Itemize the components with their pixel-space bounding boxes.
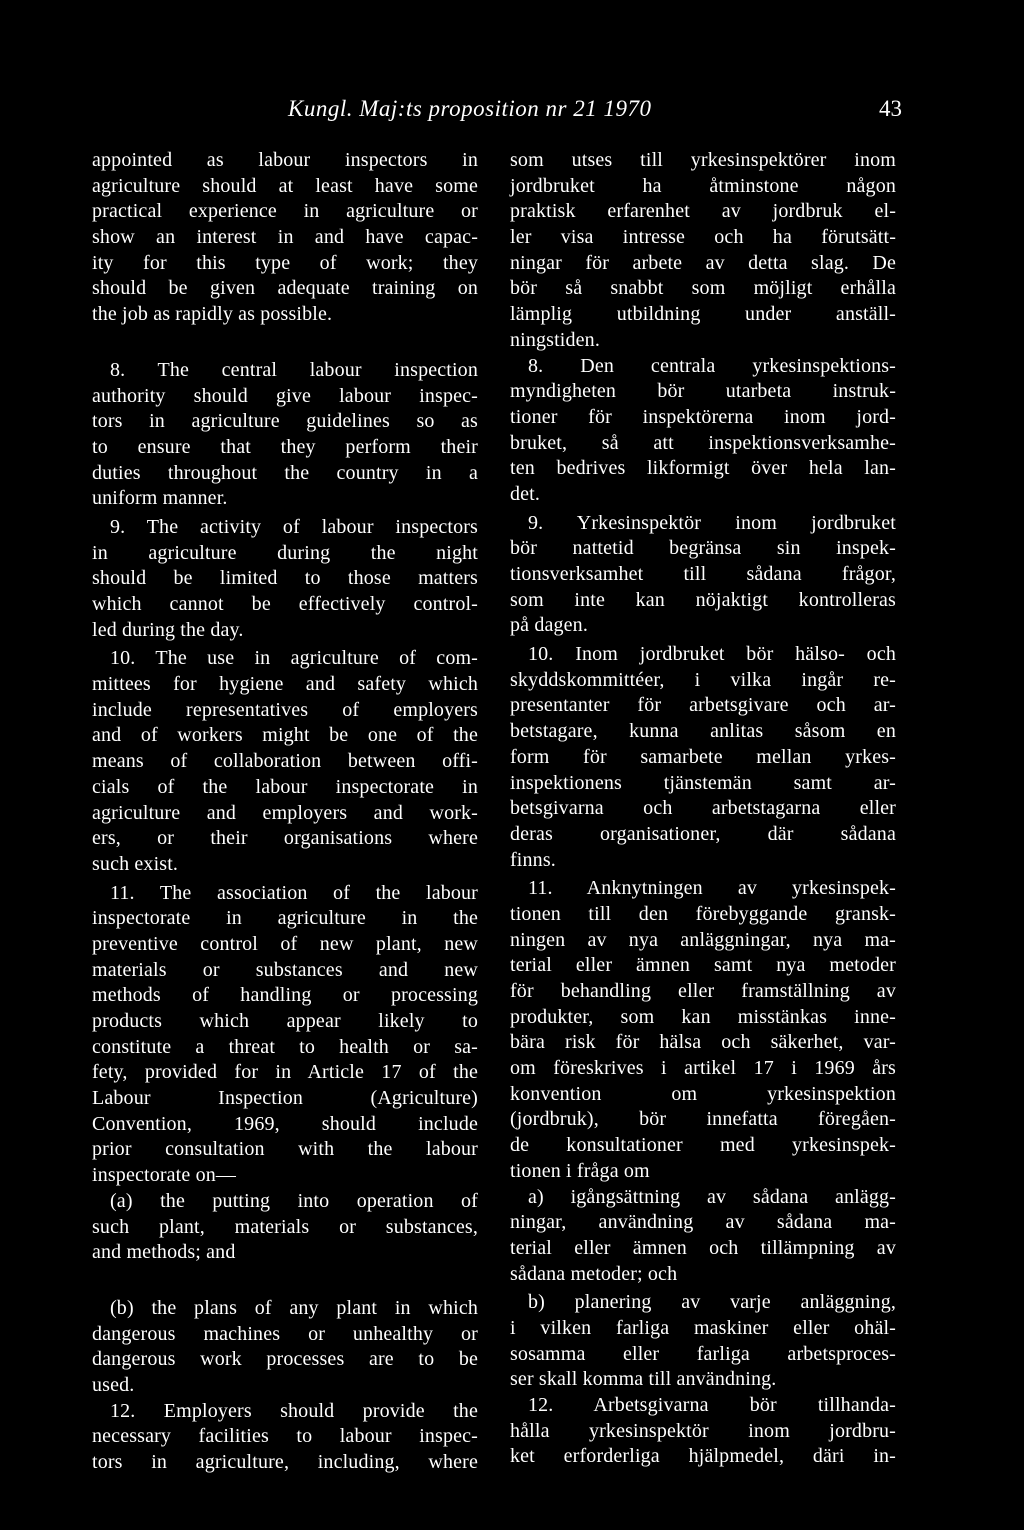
- text-line: 12. Employers should provide the: [110, 1399, 478, 1422]
- text-line: praktisk erfarenhet av jordbruk el-: [510, 200, 896, 223]
- text-line: de konsultationer med yrkesinspek-: [510, 1134, 896, 1157]
- text-line: tionen i fråga om: [510, 1159, 650, 1182]
- text-line: betsgivarna och arbetstagarna eller: [510, 797, 896, 820]
- text-line: (jordbruk), bör innefatta föregåen-: [510, 1108, 896, 1131]
- text-line: duties throughout the country in a: [92, 461, 478, 484]
- text-line: ningstiden.: [510, 328, 600, 351]
- page-number: 43: [879, 96, 902, 121]
- text-line: appointed as labour inspectors in: [92, 149, 478, 171]
- text-line: used.: [92, 1373, 135, 1396]
- text-line: 8. The central labour inspection: [110, 358, 478, 381]
- text-line: Labour Inspection (Agriculture): [92, 1087, 478, 1110]
- text-line: 10. Inom jordbruket bör hälso- och: [528, 643, 896, 666]
- text-line: should be given adequate training on: [92, 277, 478, 300]
- text-line: dangerous machines or unhealthy or: [92, 1322, 478, 1345]
- text-line: om föreskrives i artikel 17 i 1969 års: [510, 1057, 896, 1080]
- text-line: 10. The use in agriculture of com-: [110, 647, 478, 670]
- text-line: show an interest in and have capac-: [92, 226, 478, 249]
- english-text-column: [92, 148, 478, 1476]
- text-line: which cannot be effectively control-: [92, 593, 478, 615]
- text-line: b) planering av varje anläggning,: [528, 1291, 896, 1314]
- text-line: preventive control of new plant, new: [92, 932, 478, 955]
- text-line: led during the day.: [92, 618, 244, 641]
- text-line: sosamma eller farliga arbetsproces-: [510, 1342, 896, 1365]
- text-line: för behandling eller framställning av: [510, 980, 896, 1002]
- text-line: such plant, materials or substances,: [92, 1215, 478, 1238]
- text-line: bära risk för hälsa och säkerhet, var-: [510, 1031, 896, 1054]
- text-line: inspectorate in agriculture in the: [92, 907, 478, 930]
- swedish-text-column: [510, 148, 896, 1470]
- text-line: tors in agriculture, including, where: [92, 1451, 478, 1473]
- text-line: bruket, så att inspektionsverksamhe-: [510, 431, 896, 454]
- publication-title: Kungl. Maj:ts proposition nr 21 1970: [288, 96, 652, 121]
- text-line: bör nattetid begränsa sin inspek-: [510, 537, 896, 560]
- text-line: prior consultation with the labour: [92, 1138, 478, 1161]
- text-line: materials or substances and new: [92, 958, 478, 981]
- text-line: practical experience in agriculture or: [92, 200, 478, 223]
- text-line: inspektionens tjänstemän samt ar-: [510, 771, 896, 794]
- text-line: (a) the putting into operation of: [110, 1189, 478, 1212]
- text-line: and of workers might be one of the: [92, 724, 478, 747]
- text-line: authority should give labour inspec-: [92, 384, 478, 407]
- text-line: terial eller ämnen och tillämpning av: [510, 1236, 896, 1259]
- text-line: include representatives of employers: [92, 698, 478, 721]
- text-line: presentanter för arbetsgivare och ar-: [510, 694, 896, 717]
- text-line: skyddskommittéer, i vilka ingår re-: [510, 668, 896, 691]
- text-line: på dagen.: [510, 614, 588, 637]
- text-line: Convention, 1969, should include: [92, 1112, 478, 1135]
- text-line: cials of the labour inspectorate in: [92, 775, 478, 798]
- text-line: ten bedrives likformigt över hela lan-: [510, 457, 896, 480]
- text-line: necessary facilities to labour inspec-: [92, 1425, 478, 1448]
- text-line: a) igångsättning av sådana anlägg-: [528, 1185, 896, 1208]
- text-line: terial eller ämnen samt nya metoder: [510, 954, 896, 977]
- text-line: tioner för inspektörerna inom jord-: [510, 405, 896, 428]
- text-line: fety, provided for in Article 17 of the: [92, 1061, 478, 1084]
- text-line: agriculture and employers and work-: [92, 801, 478, 824]
- text-line: (b) the plans of any plant in which: [110, 1296, 478, 1319]
- text-line: ningen av nya anläggningar, nya ma-: [510, 928, 896, 951]
- text-line: hålla yrkesinspektör inom jordbru-: [510, 1419, 896, 1442]
- text-line: tionsverksamhet till sådana frågor,: [510, 563, 896, 585]
- text-line: ity for this type of work; they: [92, 251, 478, 274]
- text-line: such exist.: [92, 852, 179, 875]
- text-line: tors in agriculture guidelines so as: [92, 410, 478, 433]
- text-line: methods of handling or processing: [92, 984, 478, 1007]
- text-line: form för samarbete mellan yrkes-: [510, 745, 896, 768]
- text-line: ningar, användning av sådana ma-: [510, 1211, 896, 1234]
- text-line: ket erforderliga hjälpmedel, däri in-: [510, 1445, 896, 1468]
- text-line: products which appear likely to: [92, 1010, 478, 1032]
- text-line: ler visa intresse och ha förutsätt-: [510, 226, 896, 249]
- text-line: dangerous work processes are to be: [92, 1348, 478, 1371]
- text-line: 12. Arbetsgivarna bör tillhanda-: [528, 1394, 896, 1416]
- text-line: should be limited to those matters: [92, 567, 478, 590]
- text-line: finns.: [510, 848, 556, 871]
- paragraph-spacer: [92, 328, 478, 358]
- text-line: 11. The association of the labour: [110, 881, 478, 904]
- text-line: lämplig utbildning under anställ-: [510, 303, 896, 326]
- text-line: to ensure that they perform their: [92, 435, 478, 458]
- text-line: inspectorate on—: [92, 1164, 237, 1187]
- text-line: agriculture should at least have some: [92, 174, 478, 197]
- text-line: 8. Den centrala yrkesinspektions-: [528, 354, 896, 377]
- text-line: ser skall komma till användning.: [510, 1368, 777, 1391]
- text-line: constitute a threat to health or sa-: [92, 1035, 478, 1058]
- text-line: produkter, som kan misstänkas inne-: [510, 1005, 896, 1028]
- text-line: deras organisationer, där sådana: [510, 822, 896, 845]
- text-line: in agriculture during the night: [92, 541, 478, 564]
- text-line: konvention om yrkesinspektion: [510, 1082, 896, 1105]
- text-line: i vilken farliga maskiner eller ohäl-: [510, 1316, 896, 1339]
- text-line: tionen till den förebyggande gransk-: [510, 902, 896, 925]
- text-line: det.: [510, 482, 541, 505]
- text-line: sådana metoder; och: [510, 1262, 678, 1285]
- text-line: 11. Anknytningen av yrkesinspek-: [528, 877, 896, 900]
- text-line: ningar för arbete av detta slag. De: [510, 251, 896, 274]
- text-line: the job as rapidly as possible.: [92, 303, 333, 326]
- text-line: and methods; and: [92, 1241, 236, 1264]
- text-line: myndigheten bör utarbeta instruk-: [510, 380, 896, 403]
- text-line: uniform manner.: [92, 487, 228, 510]
- running-header: [0, 96, 1024, 126]
- text-line: bör så snabbt som möjligt erhålla: [510, 277, 896, 300]
- text-line: 9. The activity of labour inspectors: [110, 515, 478, 538]
- text-line: betstagare, kunna anlitas såsom en: [510, 720, 896, 743]
- text-line: som utses till yrkesinspektörer inom: [510, 149, 896, 171]
- text-line: 9. Yrkesinspektör inom jordbruket: [528, 511, 896, 534]
- text-line: mittees for hygiene and safety which: [92, 673, 478, 696]
- text-line: means of collaboration between offi-: [92, 750, 478, 773]
- paragraph-spacer: [92, 1266, 478, 1296]
- text-line: som inte kan nöjaktigt kontrolleras: [510, 588, 896, 611]
- text-line: ers, or their organisations where: [92, 827, 478, 850]
- text-line: jordbruket ha åtminstone någon: [510, 174, 896, 197]
